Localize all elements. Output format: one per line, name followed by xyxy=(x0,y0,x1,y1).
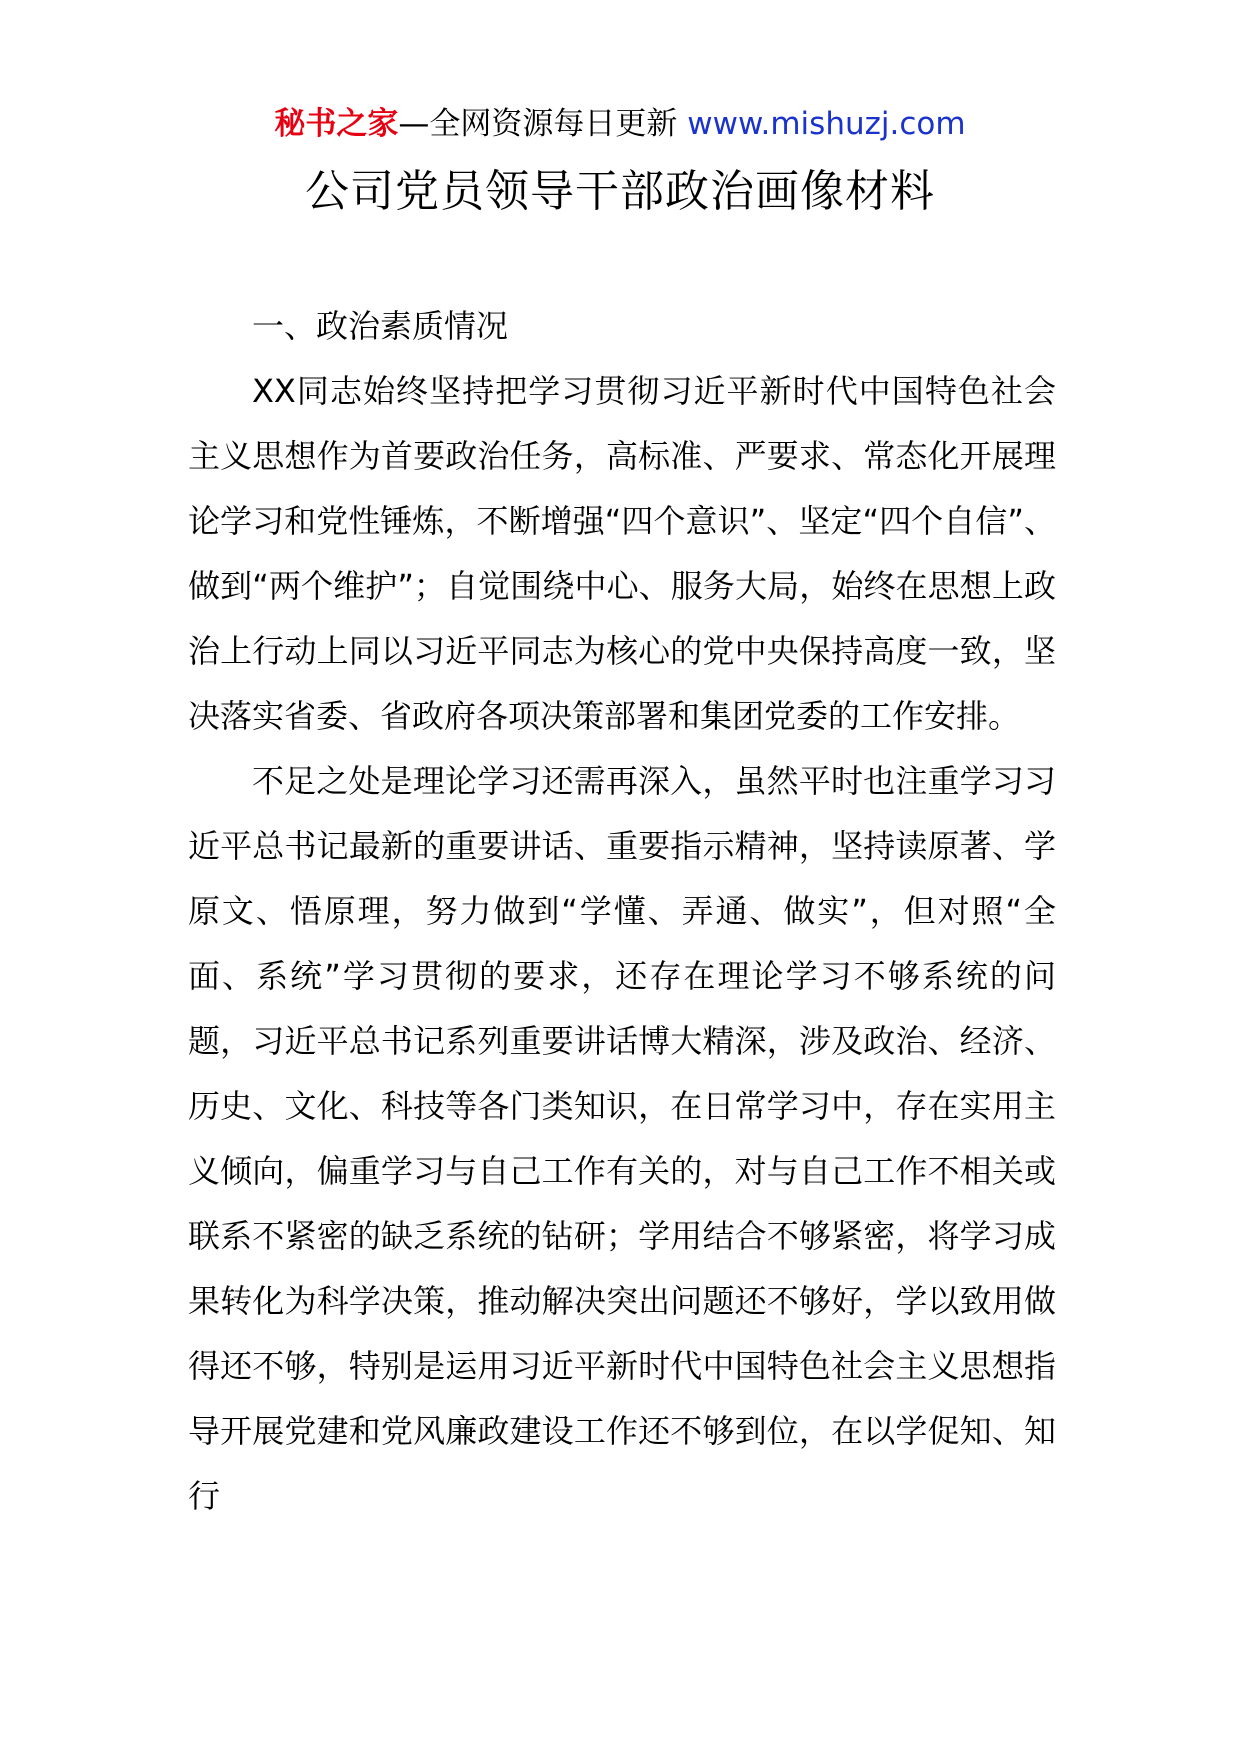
site-brand: 秘书之家 xyxy=(274,106,399,142)
body-paragraph: 不足之处是理论学习还需再深入，虽然平时也注重学习习近平总书记最新的重要讲话、重要指示精神，坚持读原著、学原文、悟原理，努力做到“学懂、弄通、做实”，但对照“全面、系统”学习贯彻的要求，还存在理论学习不够系统的问题，习近平总书记系列重要讲话博大精深，涉及政治、经济、历史、文化、科技等各门类知识，在日常学习中，存在实用主义倾向，偏重学习与自己工作有关的，对与自己工作不相关或联系不紧密的缺乏系统的钻研；学用结合不够紧密，将学习成果转化为科学决策，推动解决突出问题还不够好，学以致用做得还不够，特别是运用习近平新时代中国特色社会主义思想指导开展党建和党风廉政建设工作还不够到位，在以学促知、知行 xyxy=(188,762,1056,1515)
document-title: 公司党员领导干部政治画像材料 xyxy=(305,166,935,217)
section-heading: 一、政治素质情况 xyxy=(252,307,509,345)
document-body xyxy=(188,294,1056,1529)
watermark-header xyxy=(0,104,1240,144)
body-paragraph: XX同志始终坚持把学习贯彻习近平新时代中国特色社会主义思想作为首要政治任务，高标准、严要求、常态化开展理论学习和党性锤炼，不断增强“四个意识”、坚定“四个自信”、做到“两个维护”；自觉围绕中心、服务大局，始终在思想上政治上行动上同以习近平同志为核心的党中央保持高度一致，坚决落实省委、省政府各项决策部署和集团党委的工作安排。 xyxy=(188,372,1056,735)
site-url-link[interactable]: www.mishuzj.com xyxy=(687,106,966,142)
site-tagline: —全网资源每日更新 xyxy=(398,106,688,142)
